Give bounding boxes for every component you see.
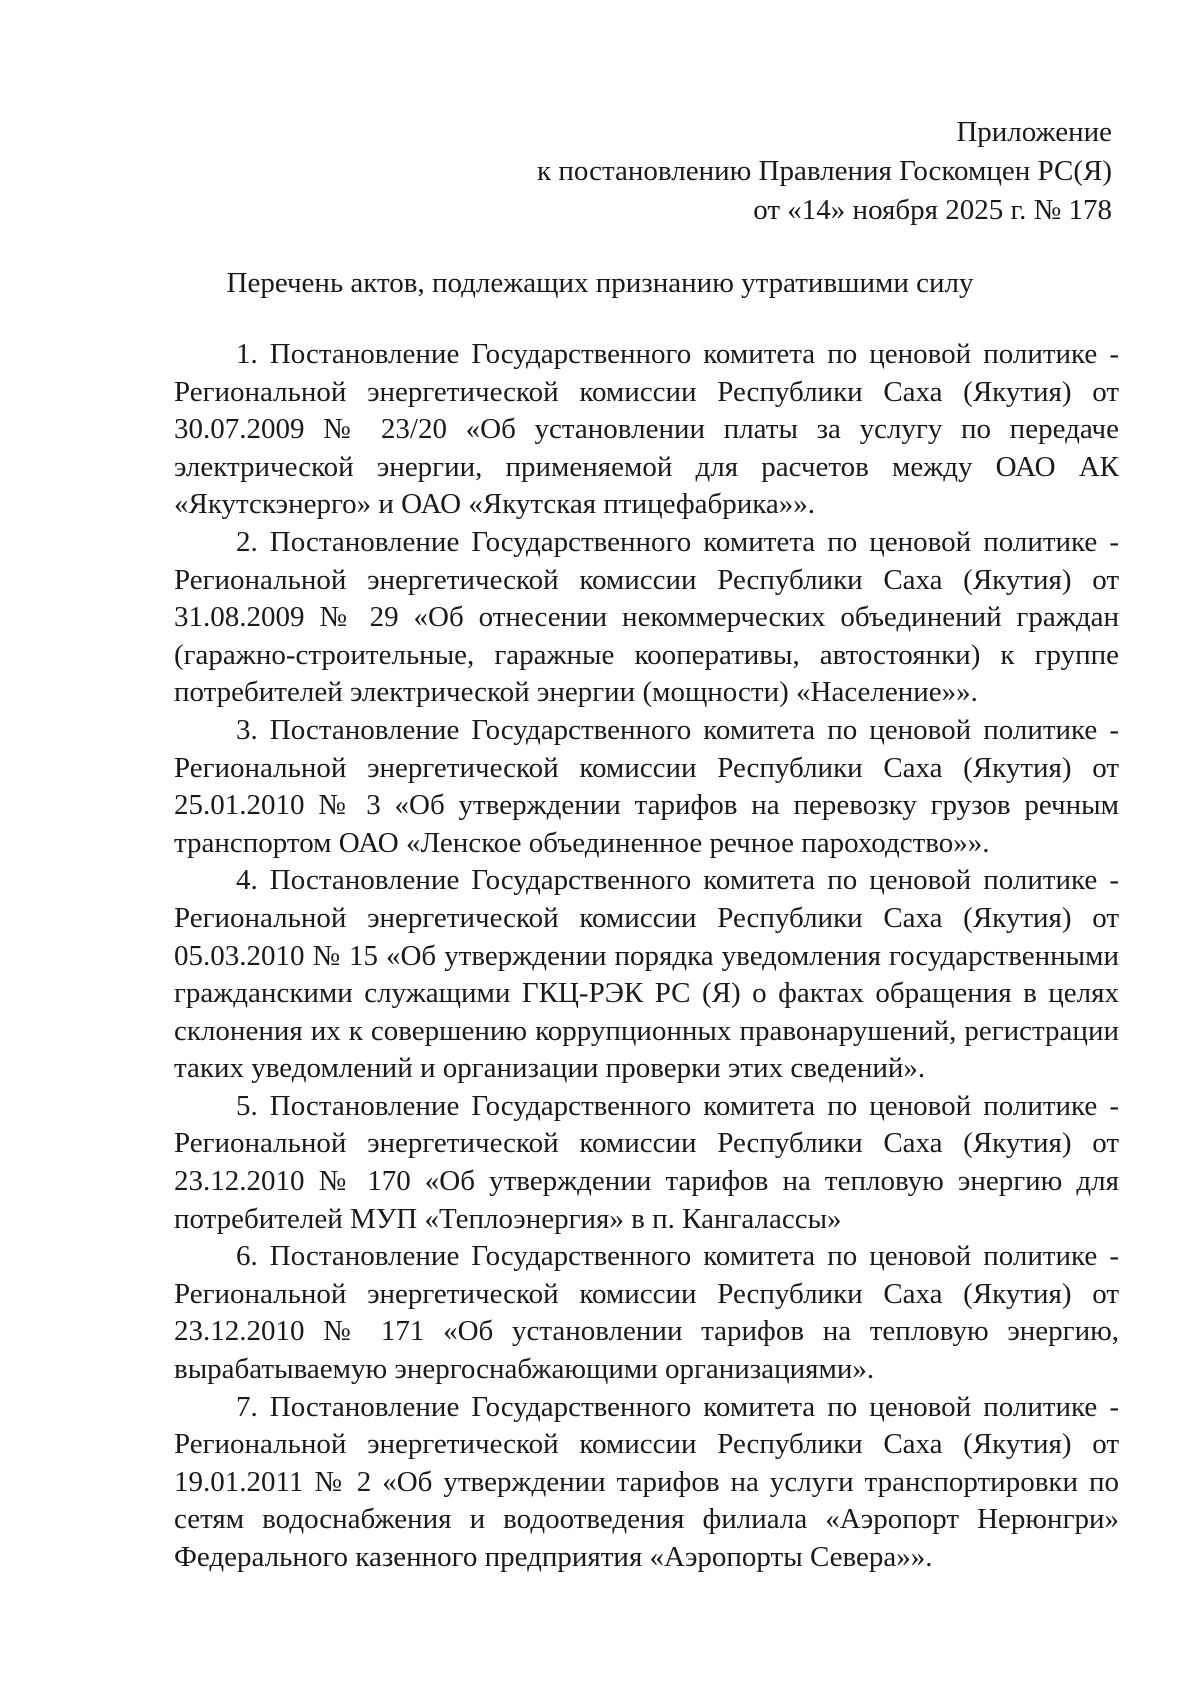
act-item-1: 1. Постановление Государственного комитета по ценовой политике - Региональной энергетической комиссии Республики Саха (Якутия) от 30.07.2009 № 23/20 «Об установлении платы за услугу по передаче электрической энергии, применяемой для расчетов между ОАО АК «Якутскэнерго» и ОАО «Якутская птицефабрика»».: [174, 338, 1119, 521]
act-item-6: 6. Постановление Государственного комитета по ценовой политике - Региональной энергетической комиссии Республики Саха (Якутия) от 23.12.2010 № 171 «Об установлении тарифов на тепловую энергию, вырабатываемую энергоснабжающими организациями».: [174, 1240, 1119, 1386]
act-item-5: 5. Постановление Государственного комитета по ценовой политике - Региональной энергетической комиссии Республики Саха (Якутия) от 23.12.2010 № 170 «Об утверждении тарифов на тепловую энергию для потребителей МУП «Теплоэнергия» в п. Кангалассы»: [174, 1089, 1119, 1235]
act-item-7: 7. Постановление Государственного комитета по ценовой политике - Региональной энергетической комиссии Республики Саха (Якутия) от 19.01.2011 № 2 «Об утверждении тарифов на услуги транспортировки по сетям водоснабжения и водоотведения филиала «Аэропорт Нерюнгри» Федерального казенного предприятия «Аэропорты Севера»».: [174, 1390, 1119, 1573]
document-title: Перечень актов, подлежащих признанию утратившими силу: [226, 267, 974, 299]
act-item-3: 3. Постановление Государственного комитета по ценовой политике - Региональной энергетической комиссии Республики Саха (Якутия) от 25.01.2010 № 3 «Об утверждении тарифов на перевозку грузов речным транспортом ОАО «Ленское объединенное речное пароходство»».: [174, 713, 1119, 859]
acts-list: [174, 336, 1119, 1577]
act-item-4: 4. Постановление Государственного комитета по ценовой политике - Региональной энергетической комиссии Республики Саха (Якутия) от 05.03.2010 № 15 «Об утверждении порядка уведомления государственными гражданскими служащими ГКЦ-РЭК РС (Я) о фактах обращения в целях склонения их к совершению коррупционных правонарушений, регистрации таких уведомлений и организации проверки этих сведений».: [174, 864, 1119, 1085]
act-item-2: 2. Постановление Государственного комитета по ценовой политике - Региональной энергетической комиссии Республики Саха (Якутия) от 31.08.2009 № 29 «Об отнесении некоммерческих объединений граждан (гаражно-строительные, гаражные кооперативы, автостоянки) к группе потребителей электрической энергии (мощности) «Население»».: [174, 525, 1119, 709]
appendix-header: [537, 113, 1112, 230]
appendix-date-number: от «14» ноября 2025 г. № 178: [753, 194, 1112, 226]
appendix-resolution-ref: к постановлению Правления Госкомцен РС(Я): [537, 155, 1112, 187]
appendix-label: Приложение: [956, 116, 1112, 148]
